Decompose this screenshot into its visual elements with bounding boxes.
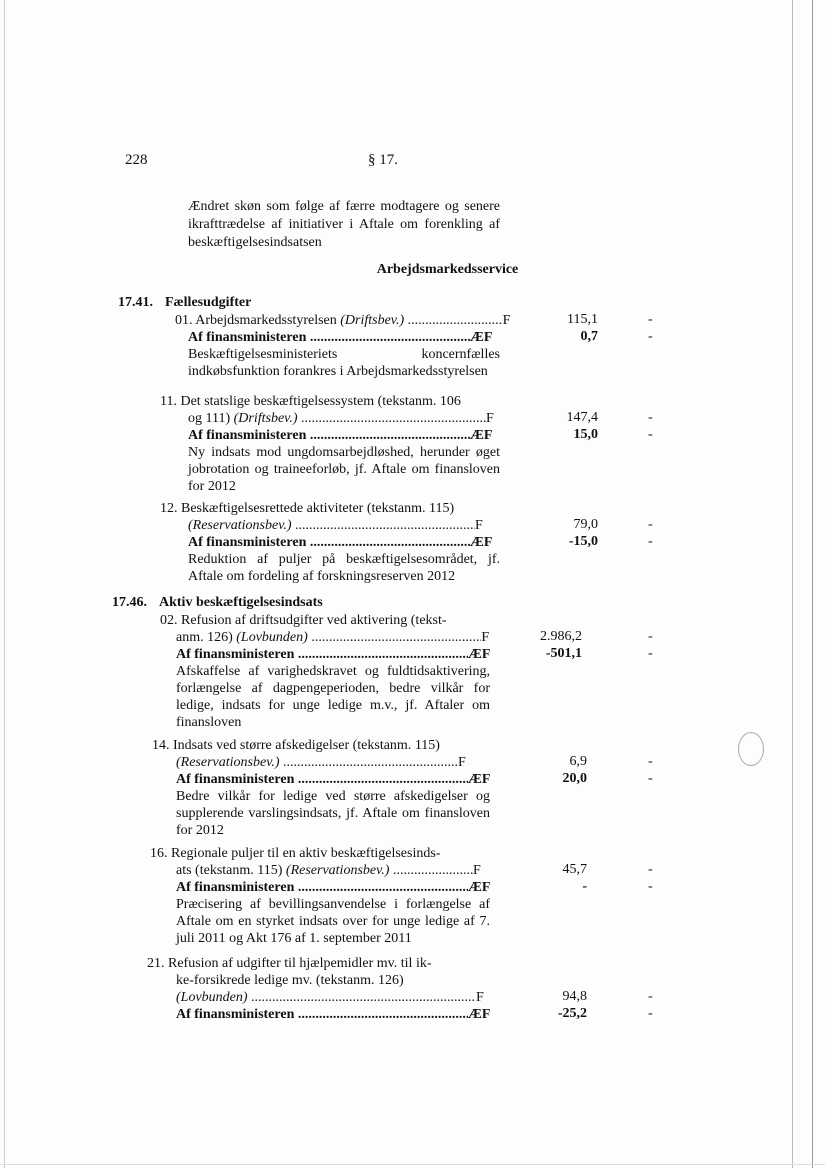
adjustment-label: Af finansministeren (176, 880, 295, 895)
item-description: Beskæftigelsesministeriets koncernfælles indkøbsfunktion forankres i Arbejdsmarkedsstyrelsen (188, 347, 500, 379)
item-suffix: F (476, 990, 484, 1005)
item-description: Præcisering af bevillingsanvendelse i forlængelse af Aftale om en styrket indsats over for unge ledige af 7. juli 2011 og Akt 176 af 1. september 2011 (176, 897, 490, 946)
punch-hole-mark (738, 732, 764, 766)
item-value: 147,4 (566, 410, 598, 425)
item-value: 6,9 (569, 754, 587, 769)
adjustment-suffix: ÆF (467, 1007, 491, 1022)
scan-edge-left (4, 0, 5, 1168)
scan-edge-right-outer (812, 0, 813, 1168)
item-dash: - (648, 862, 653, 877)
adjustment-line (176, 879, 490, 897)
leader-dots (311, 629, 481, 647)
leader-dots (408, 312, 503, 330)
adjustment-value: -25,2 (557, 1006, 587, 1021)
item-value: 2.986,2 (540, 629, 582, 644)
budget-line (188, 410, 494, 428)
item-description: Bedre vilkår for ledige ved større afskedigelser og supplerende varslingsindsats, jf. Aftale om finansloven for 2012 (176, 789, 490, 838)
leader-dots (298, 646, 468, 664)
budget-line (176, 754, 466, 772)
leader-dots (393, 862, 473, 880)
item-value: 79,0 (573, 517, 598, 532)
leader-dots (301, 410, 486, 428)
leader-dots (310, 427, 470, 445)
page-heading: Arbejdsmarkedsservice (376, 262, 519, 277)
section-marker: § 17. (368, 152, 398, 168)
item-type: (Lovbunden) (236, 630, 308, 645)
leader-dots (295, 517, 475, 535)
adjustment-suffix: ÆF (469, 428, 493, 443)
adjustment-dash: - (648, 879, 653, 894)
item-suffix: F (458, 755, 466, 770)
leader-dots (251, 989, 476, 1007)
item-value: 45,7 (562, 862, 587, 877)
adjustment-label: Af finansministeren (188, 428, 307, 443)
leader-dots (310, 534, 470, 552)
item-dash: - (648, 517, 653, 532)
intro-paragraph: Ændret skøn som følge af færre modtagere og senere ikrafttrædelse af initiativer i Aftale om forenkling af beskæftigelsesindsatsen (188, 199, 500, 250)
item-type: (Driftsbev.) (340, 313, 405, 328)
adjustment-dash: - (648, 646, 653, 661)
adjustment-suffix: ÆF (469, 330, 493, 345)
adjustment-label: Af finansministeren (188, 535, 307, 550)
item-heading: 16. Regionale puljer til en aktiv beskæftigelsesinds- (150, 846, 441, 861)
item-dash: - (648, 410, 653, 425)
item-description: Ny indsats mod ungdomsarbejdløshed, herunder øget jobrotation og traineeforløb, jf. Aftale om finansloven for 2012 (188, 445, 500, 494)
adjustment-suffix: ÆF (469, 535, 493, 550)
item-dash: - (648, 989, 653, 1004)
leader-dots (283, 754, 458, 772)
item-suffix: F (486, 411, 494, 426)
budget-line (176, 862, 481, 880)
item-suffix: F (481, 630, 490, 645)
item-description: Afskaffelse af varighedskravet og fuldtidsaktivering, forlængelse af dagpengeperioden, bedre vilkår for ledige, indsats for unge ledige m.v., jf. Aftaler om finansloven (176, 664, 490, 730)
item-heading: 14. Indsats ved større afskedigelser (tekstanm. 115) (152, 738, 440, 753)
adjustment-value: 20,0 (562, 771, 587, 786)
item-heading: 11. Det statslige beskæftigelsessystem (tekstanm. 106 (160, 394, 461, 409)
item-value: 94,8 (562, 989, 587, 1004)
adjustment-suffix: ÆF (467, 772, 491, 787)
item-suffix: F (472, 863, 481, 878)
adjustment-label: Af finansministeren (176, 647, 295, 662)
item-label: og 111) (188, 411, 231, 426)
group-number: 17.46. (112, 595, 147, 610)
adjustment-suffix: ÆF (467, 647, 491, 662)
adjustment-line (176, 771, 490, 789)
item-type: (Reservationsbev.) (176, 755, 280, 770)
item-heading-cont: ke-forsikrede ledige mv. (tekstanm. 126) (176, 973, 404, 988)
leader-dots (298, 879, 468, 897)
adjustment-value: -501,1 (545, 646, 582, 661)
item-label: anm. 126) (176, 630, 233, 645)
budget-line (175, 312, 510, 330)
budget-line (176, 629, 489, 647)
group-number: 17.41. (118, 295, 153, 310)
adjustment-line (176, 1006, 490, 1024)
item-suffix: F (475, 518, 483, 533)
adjustment-label: Af finansministeren (176, 772, 295, 787)
adjustment-value: -15,0 (568, 534, 598, 549)
item-value: 115,1 (567, 312, 598, 327)
adjustment-value: 15,0 (573, 427, 598, 442)
item-heading: 02. Refusion af driftsudgifter ved aktivering (tekst- (160, 613, 447, 628)
item-label: ats (tekstanm. 115) (176, 863, 283, 878)
adjustment-line (188, 427, 492, 445)
item-dash: - (648, 629, 653, 644)
item-heading: 21. Refusion af udgifter til hjælpemidler mv. til ik- (147, 956, 432, 971)
adjustment-suffix: ÆF (467, 880, 491, 895)
adjustment-dash: - (648, 771, 653, 786)
budget-line (188, 517, 483, 535)
adjustment-dash: - (648, 427, 653, 442)
adjustment-dash: - (648, 1006, 653, 1021)
leader-dots (298, 1006, 468, 1024)
group-title: Aktiv beskæftigelsesindsats (159, 595, 323, 610)
leader-dots (298, 771, 468, 789)
item-suffix: F (502, 313, 511, 328)
leader-dots (310, 329, 470, 347)
group-title: Fællesudgifter (165, 295, 252, 310)
item-label: 01. Arbejdsmarkedsstyrelsen (175, 313, 337, 328)
item-type: (Lovbunden) (176, 990, 248, 1005)
page-number: 228 (125, 152, 148, 168)
adjustment-dash: - (648, 534, 653, 549)
adjustment-line (188, 534, 492, 552)
item-dash: - (648, 754, 653, 769)
scan-edge-right (792, 0, 793, 1168)
item-dash: - (648, 312, 653, 327)
item-heading: 12. Beskæftigelsesrettede aktiviteter (tekstanm. 115) (160, 501, 455, 516)
item-type: (Reservationsbev.) (285, 863, 390, 878)
item-description: Reduktion af puljer på beskæftigelsesområdet, jf. Aftale om fordeling af forskningsreserven 2012 (188, 552, 500, 584)
adjustment-line (176, 646, 490, 664)
item-type: (Driftsbev.) (233, 411, 298, 426)
adjustment-line (188, 329, 492, 347)
adjustment-value: - (582, 879, 587, 894)
adjustment-label: Af finansministeren (188, 330, 307, 345)
item-type: (Reservationsbev.) (188, 518, 292, 533)
adjustment-dash: - (648, 329, 653, 344)
budget-line (176, 989, 484, 1007)
adjustment-label: Af finansministeren (176, 1007, 295, 1022)
adjustment-value: 0,7 (580, 329, 598, 344)
scan-edge-bottom (0, 1164, 825, 1165)
